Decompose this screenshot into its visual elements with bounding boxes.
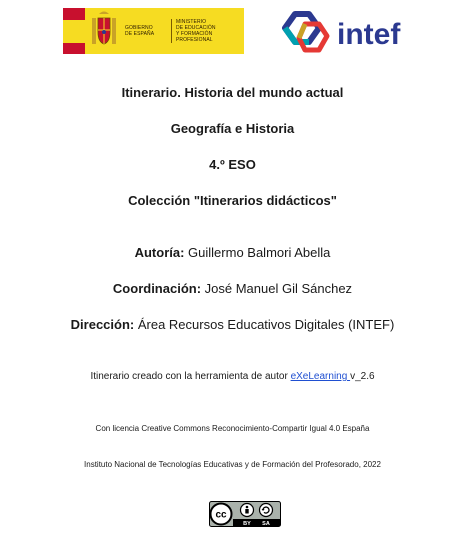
document-title: Itinerario. Historia del mundo actual [121,85,344,100]
coat-of-arms-icon [89,8,119,54]
ministry-name: MINISTERIO DE EDUCACIÓN Y FORMACIÓN PROFESIONAL [171,19,238,43]
direction-value: Área Recursos Educativos Digitales (INTEF) [134,317,395,332]
cc-by-sa-badge[interactable] [209,501,281,527]
tool-prefix: Itinerario creado con la herramienta de autor [90,371,291,382]
tool-version: v_2.6 [350,371,375,382]
exelearning-link[interactable]: eXeLearning [290,371,351,382]
direction-label: Dirección: [70,317,135,332]
cc-icon-label: cc [215,509,227,521]
tool-credit [0,371,465,382]
government-logo [63,8,244,54]
document-collection: Colección "Itinerarios didácticos" [128,193,337,208]
coordination-label: Coordinación: [112,281,202,296]
document-subject: Geografía e Historia [170,121,295,136]
spain-flag-icon [63,8,85,54]
header-logos [0,4,465,56]
authorship-label: Autoría: [134,245,185,260]
svg-text:intef: intef [337,18,401,51]
sa-label: SA [262,521,270,527]
authorship-line [0,245,465,260]
by-label: BY [243,521,251,527]
sa-share-alike-icon [260,504,273,517]
coordination-value: José Manuel Gil Sánchez [201,281,353,296]
license-text: Con licencia Creative Commons Reconocimiento-Compartir Igual 4.0 España [95,424,370,433]
authorship-value: Guillermo Balmori Abella [184,245,331,260]
coordination-line [0,281,465,296]
institute-text: Instituto Nacional de Tecnologías Educativas y de Formación del Profesorado, 2022 [84,460,381,469]
document-level: 4.º ESO [209,157,256,172]
intef-logo [275,6,425,58]
government-name: GOBIERNO DE ESPAÑA [125,25,155,37]
direction-line [0,317,465,332]
